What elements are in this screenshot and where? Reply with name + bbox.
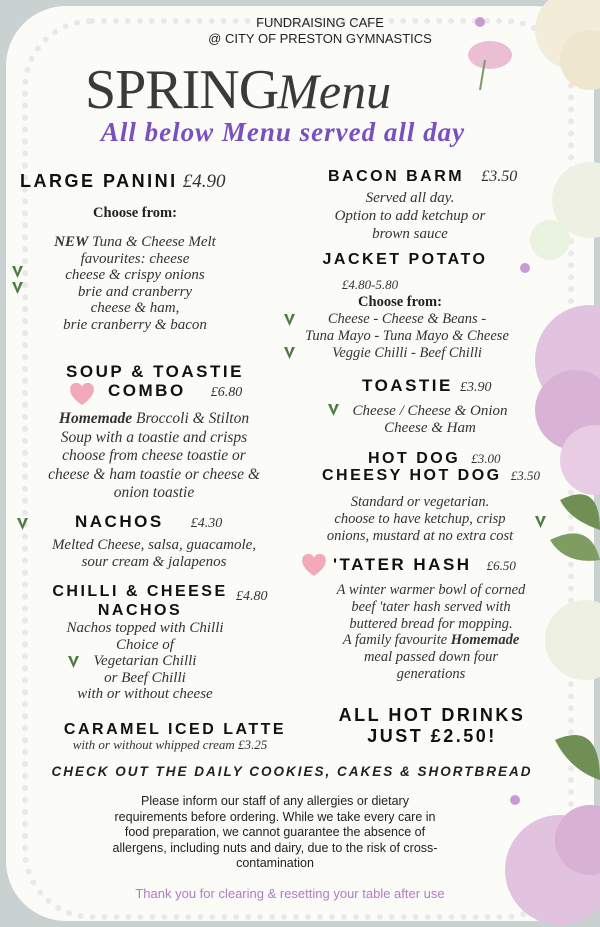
petal xyxy=(510,795,520,805)
panini-choose: Choose from: xyxy=(93,205,177,221)
hot-drinks xyxy=(322,705,542,747)
desc-line: onion toastie xyxy=(113,484,195,501)
option-line: cheese & ham, xyxy=(90,300,180,316)
title-spring: SPRING xyxy=(85,59,279,121)
desc-line: Option to add ketchup or xyxy=(334,208,486,224)
item-name: NACHOS xyxy=(75,512,164,531)
vegetarian-icon xyxy=(12,266,23,278)
option-line: brie cranberry & bacon xyxy=(63,316,207,333)
panini-options xyxy=(10,234,260,333)
desc-line: onions, mustard at no extra cost xyxy=(326,528,514,544)
item-cheesy-hotdog xyxy=(322,465,562,485)
petal xyxy=(520,263,530,273)
item-name: TOASTIE xyxy=(362,376,453,395)
header-line2: @ CITY OF PRESTON GYMNASTICS xyxy=(208,31,432,46)
item-price: £4.90 xyxy=(182,171,226,192)
item-nachos xyxy=(75,512,295,532)
desc-line: A winter warmer bowl of corned xyxy=(336,582,526,598)
item-bacon xyxy=(328,166,558,186)
notice-line: Please inform our staff of any allergies or dietary xyxy=(141,794,409,808)
desc-line: Vegetarian Chilli xyxy=(93,653,197,669)
subtitle: All below Menu served all day xyxy=(100,117,466,147)
soup-name-2: COMBO xyxy=(108,381,186,400)
vegetarian-icon xyxy=(284,347,295,359)
notice-line: contamination xyxy=(236,856,314,870)
hot-drinks-line2: JUST £2.50! xyxy=(367,726,497,746)
cookies-banner: CHECK OUT THE DAILY COOKIES, CAKES & SHORTBREAD xyxy=(51,764,533,779)
chilli-name xyxy=(40,582,240,620)
chilli-price: £4.80 xyxy=(236,589,268,604)
soup-title-row xyxy=(108,381,298,401)
desc-line: Cheese / Cheese & Onion xyxy=(352,403,508,419)
flower-white xyxy=(530,220,570,260)
hotdog-desc xyxy=(304,494,536,545)
vegetarian-icon xyxy=(68,656,79,668)
item-name: LARGE PANINI xyxy=(20,171,178,191)
option-line: Tuna Mayo - Tuna Mayo & Cheese xyxy=(305,328,509,344)
leaf xyxy=(550,533,600,561)
option-line: brie and cranberry xyxy=(77,283,193,300)
desc-line: Choice of xyxy=(116,636,174,653)
heart-icon xyxy=(300,553,328,577)
soup-name-1: SOUP & TOASTIE xyxy=(66,362,244,381)
chilli-name-2: NACHOS xyxy=(97,602,183,619)
desc-line: Melted Cheese, salsa, guacamole, xyxy=(51,537,257,553)
new-label: NEW xyxy=(54,234,89,250)
title-menu: Menu xyxy=(277,63,392,119)
thanks-note: Thank you for clearing & resetting your table after use xyxy=(135,886,445,901)
desc-line: buttered bread for mopping. xyxy=(349,615,513,632)
item-hash xyxy=(333,555,553,575)
desc-line: brown sauce xyxy=(372,226,448,242)
desc-line: choose from cheese toastie or xyxy=(62,447,246,464)
jacket-name: JACKET POTATO xyxy=(322,251,488,268)
item-toastie xyxy=(362,376,562,396)
nachos-desc xyxy=(8,537,300,570)
homemade-label: Homemade xyxy=(450,632,520,649)
hot-drinks-line1: ALL HOT DRINKS xyxy=(338,705,526,725)
notice-line: requirements before ordering. While we take every care in xyxy=(114,809,436,824)
desc-line: meal passed down four xyxy=(363,649,499,666)
desc-line: A family favourite xyxy=(342,632,448,649)
chilli-name-1: CHILLI & CHEESE xyxy=(52,583,228,600)
vegetarian-icon xyxy=(12,282,23,294)
page-title xyxy=(85,58,515,120)
desc-line: with or without cheese xyxy=(77,686,213,702)
heart-icon xyxy=(68,382,96,406)
desc-line: Standard or vegetarian. xyxy=(350,494,490,510)
hash-desc xyxy=(300,582,562,683)
desc-line: Served all day. xyxy=(365,190,455,206)
notice-line: food preparation, we cannot guarantee the absence of xyxy=(124,825,426,839)
jacket-price: £4.80-5.80 xyxy=(341,277,399,292)
item-price: £6.50 xyxy=(486,558,516,573)
item-price: £3.00 xyxy=(471,451,501,466)
item-name: BACON BARM xyxy=(328,168,465,185)
desc-line: sour cream & jalapenos xyxy=(81,553,227,570)
desc-line: choose to have ketchup, crisp xyxy=(334,511,506,527)
latte-desc: with or without whipped cream £3.25 xyxy=(72,737,268,752)
option-line: Cheese - Cheese & Beans - xyxy=(327,311,487,327)
header-line1: FUNDRAISING CAFE xyxy=(256,15,384,30)
item-price: £3.50 xyxy=(481,168,518,185)
desc-line: generations xyxy=(396,665,466,682)
desc-line: cheese & ham toastie or cheese & xyxy=(48,465,260,483)
desc-line: Broccoli & Stilton xyxy=(135,410,250,427)
item-name: 'TATER HASH xyxy=(333,555,472,574)
desc-line: Soup with a toastie and crisps xyxy=(60,428,248,446)
item-name: HOT DOG xyxy=(368,450,461,467)
item-name: CHEESY HOT DOG xyxy=(322,467,502,484)
item-price: £3.90 xyxy=(459,380,492,395)
item-price: £4.30 xyxy=(190,516,223,531)
notice-line: allergens, including nuts and dairy, due to the risk of cross- xyxy=(112,840,438,855)
desc-line: Nachos topped with Chilli xyxy=(66,620,224,636)
header-org xyxy=(0,15,600,47)
item-panini xyxy=(20,171,300,193)
desc-line: beef 'tater hash served with xyxy=(351,598,511,615)
option-line: cheese & crispy onions xyxy=(65,267,205,283)
desc-line: Cheese & Ham xyxy=(384,420,476,436)
vegetarian-icon xyxy=(535,516,546,528)
jacket-choose: Choose from: xyxy=(358,294,442,310)
homemade-label: Homemade xyxy=(58,410,133,427)
soup-desc xyxy=(8,410,300,503)
bacon-desc xyxy=(300,189,520,243)
vegetarian-icon xyxy=(284,314,295,326)
leaf xyxy=(560,494,600,530)
allergy-notice xyxy=(55,794,495,872)
vegetarian-icon xyxy=(17,518,28,530)
jacket-options xyxy=(272,311,542,362)
desc-line: or Beef Chilli xyxy=(104,669,186,686)
option-line: Veggie Chilli - Beef Chilli xyxy=(332,345,482,361)
option-line: favourites: cheese xyxy=(80,250,190,267)
item-price: £3.50 xyxy=(510,468,540,483)
option-line: Tuna & Cheese Melt xyxy=(92,234,216,250)
toastie-desc xyxy=(320,403,540,437)
soup-price: £6.80 xyxy=(210,385,243,400)
latte-name: CARAMEL ICED LATTE xyxy=(63,721,287,738)
